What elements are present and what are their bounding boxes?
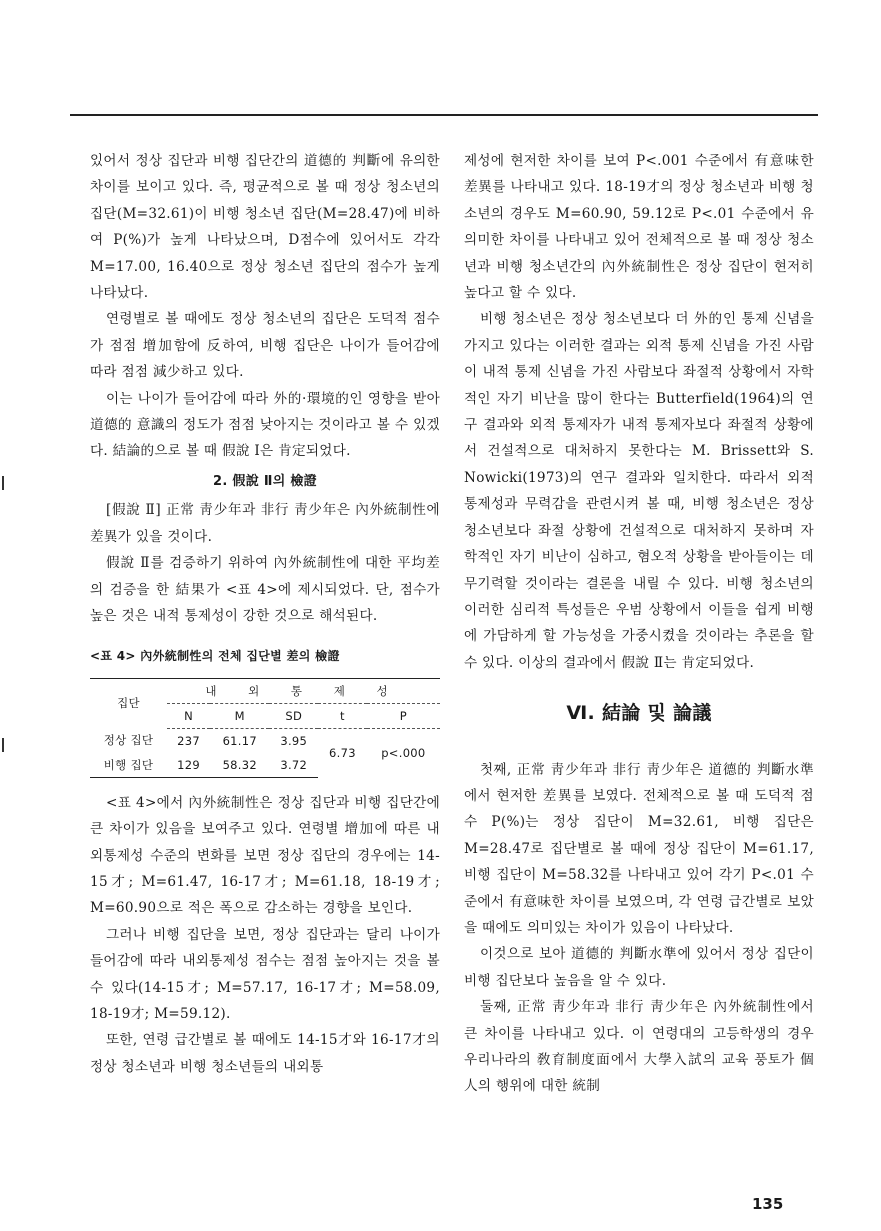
- paragraph: 그러나 비행 집단을 보면, 정상 집단과는 달리 나이가 들어감에 따라 내외통제성 점수는 점점 높아지는 것을 볼 수 있다(14-15才; M=57.17, 16-17才; M=58.09, 18-19才; M=59.12).: [90, 926, 440, 1022]
- chapter-heading: Ⅵ. 結論 및 論議: [566, 702, 712, 725]
- col-header-sd: SD: [269, 703, 318, 728]
- col-header-group: 집단: [90, 678, 167, 728]
- col-header-span: 내 외 통 제 성: [167, 678, 440, 703]
- table-caption: <표 4> 內外統制性의 전체 집단별 差의 檢證: [90, 649, 340, 664]
- cell-t: 6.73: [329, 745, 356, 760]
- col-header-n: N: [167, 703, 210, 728]
- margin-mark: [2, 476, 4, 490]
- paragraph: 연령별로 볼 때에도 정상 청소년의 집단은 도덕적 점수가 점점 增加함에 反하여, 비행 집단은 나이가 들어감에 따라 점점 減少하고 있다.: [90, 311, 440, 381]
- left-column: [90, 148, 440, 1080]
- results-table: [90, 678, 440, 778]
- header-rule: [70, 114, 818, 116]
- paragraph: 첫째, 正常 靑少年과 非行 靑少年은 道德的 判斷水準에서 현저한 差異를 보였다. 전체적으로 볼 때 도덕적 점수 P(%)는 정상 집단이 M=32.61, 비행 집단은 M=28.47로 집단별로 볼 때에 정상 집단이 M=61.17, 비행 집단이 M=58.32를 나타내고 있어 각기 P<.01 수준에서 有意味한 차이를 보였으며, 각 연령 급간별로 보았을 때에도 의미있는 차이가 있음이 나타났다.: [464, 761, 814, 936]
- cell-n: 129: [167, 753, 210, 778]
- page-number: 135: [752, 1195, 784, 1213]
- col-header-t: t: [318, 703, 367, 728]
- right-column: [464, 148, 814, 1100]
- cell-sd: 3.72: [269, 753, 318, 778]
- section-heading: 2. 假說 Ⅱ의 檢證: [213, 473, 317, 489]
- paragraph: 또한, 연령 급간별로 볼 때에도 14-15才와 16-17才의 정상 청소년과 비행 청소년들의 내외통: [90, 1032, 440, 1075]
- cell-m: 58.32: [210, 753, 269, 778]
- paragraph: <표 4>에서 內外統制性은 정상 집단과 비행 집단간에 큰 차이가 있음을 보여주고 있다. 연령별 增加에 따른 내외통제성 수준의 변화를 보면 정상 집단의 경우에는 14-15才; M=61.47, 16-17才; M=61.18, 18-19才; M=60.90으로 적은 폭으로 감소하는 경향을 보인다.: [90, 794, 440, 917]
- paragraph: 假說 Ⅱ를 검증하기 위하여 內外統制性에 대한 平均差의 검증을 한 結果가 <표 4>에 제시되었다. 단, 점수가 높은 것은 내적 통제성이 강한 것으로 해석된다.: [90, 555, 440, 624]
- cell-m: 61.17: [222, 733, 257, 748]
- col-header-m: M: [210, 703, 269, 728]
- cell-group: 비행 집단: [90, 753, 167, 778]
- paragraph: 이것으로 보아 道德的 判斷水準에 있어서 정상 집단이 비행 집단보다 높음을 알 수 있다.: [464, 946, 814, 989]
- paragraph: 비행 청소년은 정상 청소년보다 더 外的인 통제 신념을 가지고 있다는 이러한 결과는 외적 통제 신념을 가진 사람이 내적 통제 신념을 가진 사람보다 좌절적 상황에서 자학적인 자기 비난을 많이 한다는 Butterfield(1964)의 연구 결과와 외적 통제자가 내적 통제자보다 좌절적 상황에서 건설적으로 대처하지 못한다는 M. Brissett와 S. Nowicki(1973)의 연구 결과와 일치한다. 따라서 외적 통제성과 무력감을 관련시켜 볼 때, 비행 청소년은 정상 청소년보다 좌절 상황에 건설적으로 대처하지 못하며 자학적인 자기 비난이 심하고, 혐오적 상황을 받아들이는 데 무기력할 것이라는 결론을 내릴 수 있다. 비행 청소년의 이러한 심리적 특성들은 우범 상황에서 이들을 쉽게 비행에 가담하게 할 가능성을 가중시켰을 것이라는 추론을 할 수 있다. 이상의 결과에서 假說 Ⅱ는 肯定되었다.: [464, 311, 814, 671]
- cell-n: 237: [177, 733, 200, 748]
- hypothesis-statement: [假說 Ⅱ] 正常 靑少年과 非行 靑少年은 內外統制性에 差異가 있을 것이다.: [90, 502, 440, 545]
- cell-p: p<.000: [381, 745, 426, 760]
- paragraph: 제성에 현저한 차이를 보여 P<.001 수준에서 有意味한 差異를 나타내고 있다. 18-19才의 정상 청소년과 비행 청소년의 경우도 M=60.90, 59.12로 P<.01 수준에서 유의미한 차이를 나타내고 있어 전체적으로 볼 때 정상 청소년과 비행 청소년간의 內外統制性은 정상 집단이 현저히 높다고 할 수 있다.: [464, 153, 814, 302]
- cell-sd: 3.95: [280, 733, 308, 748]
- paragraph: 이는 나이가 들어감에 따라 外的·環境的인 영향을 받아 道德的 意識의 정도가 점점 낮아지는 것이라고 볼 수 있겠다. 結論的으로 볼 때 假說 Ⅰ은 肯定되었다.: [90, 390, 440, 460]
- col-header-p: P: [367, 703, 440, 728]
- table-row: [90, 728, 440, 753]
- paragraph: 둘째, 正常 靑少年과 非行 靑少年은 內外統制性에서 큰 차이를 나타내고 있다. 이 연령대의 고등학생의 경우 우리나라의 敎育制度面에서 大學入試의 교육 풍토가 個人의 행위에 대한 統制: [464, 999, 814, 1095]
- paragraph: 있어서 정상 집단과 비행 집단간의 道德的 判斷에 유의한 차이를 보이고 있다. 즉, 평균적으로 볼 때 정상 청소년의 집단(M=32.61)이 비행 청소년 집단(M=28.47)에 비하여 P(%)가 높게 나타났으며, D점수에 있어서도 각각 M=17.00, 16.40으로 정상 청소년 집단의 점수가 높게 나타났다.: [90, 153, 440, 302]
- margin-mark: [2, 738, 4, 752]
- cell-group: 정상 집단: [103, 733, 154, 748]
